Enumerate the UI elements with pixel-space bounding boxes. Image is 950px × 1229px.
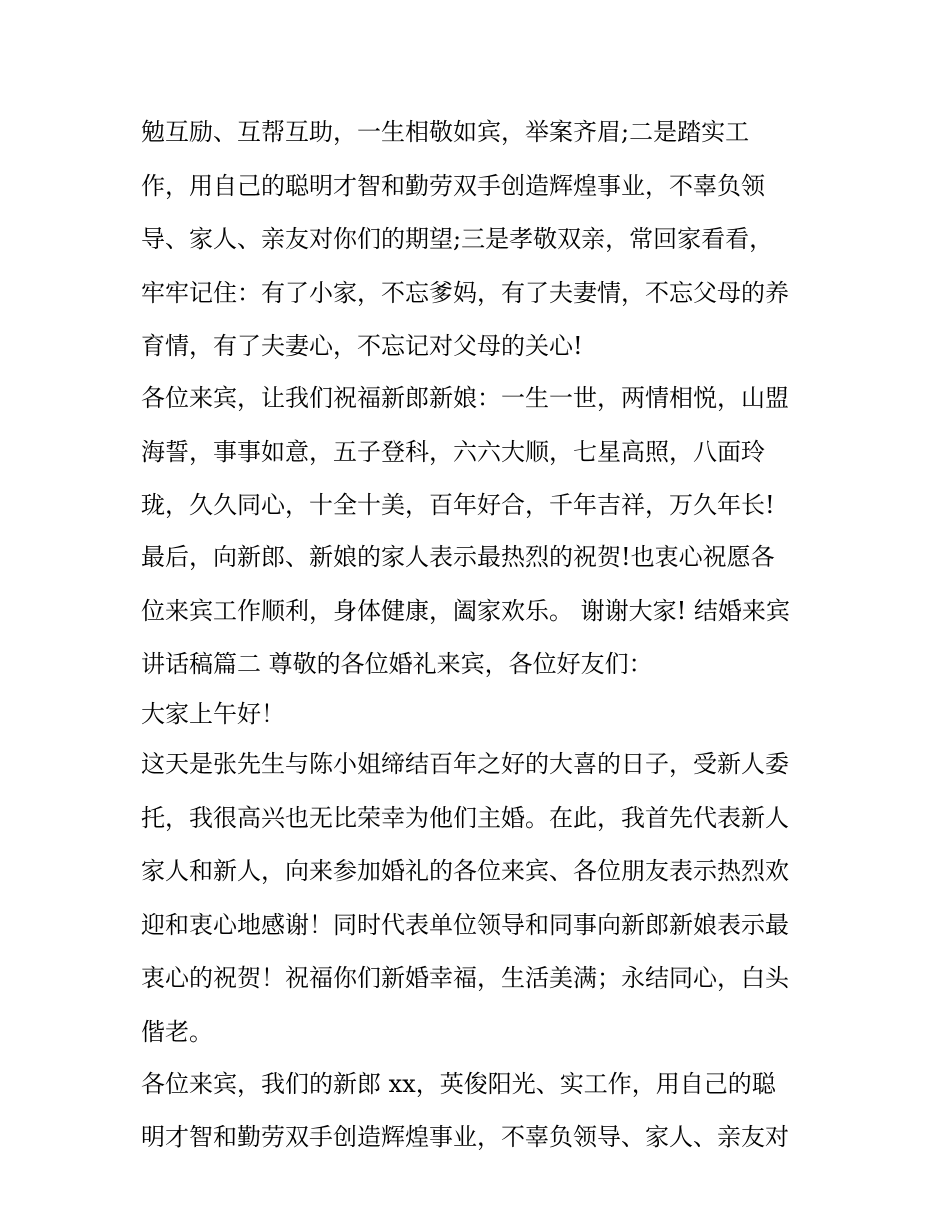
text-line: 各位来宾，我们的新郎 xx，英俊阳光、实工作，用自己的聪: [141, 1069, 776, 1098]
text-line: 位来宾工作顺利，身体健康，阖家欢乐。 谢谢大家! 结婚来宾: [141, 596, 790, 625]
text-line: 这天是张先生与陈小姐缔结百年之好的大喜的日子，受新人委: [141, 750, 789, 778]
text-line: 衷心的祝贺！祝福你们新婚幸福，生活美满；永结同心，白头: [141, 964, 789, 992]
text-line: 各位来宾，让我们祝福新郎新娘：一生一世，两情相悦，山盟: [141, 384, 789, 412]
text-line: 托，我很高兴也无比荣幸为他们主婚。在此，我首先代表新人: [141, 803, 789, 832]
text-line: 大家上午好！: [141, 700, 285, 728]
text-line: 海誓，事事如意，五子登科，六六大顺，七星高照，八面玲: [141, 437, 765, 466]
text-line: 家人和新人，向来参加婚礼的各位来宾、各位朋友表示热烈欢: [141, 857, 789, 885]
text-line: 讲话稿篇二 尊敬的各位婚礼来宾，各位好友们：: [141, 650, 653, 678]
text-line: 迎和衷心地感谢！同时代表单位领导和同事向新郎新娘表示最: [141, 910, 789, 939]
text-line: 最后，向新郎、新娘的家人表示最热烈的祝贺!也衷心祝愿各: [141, 543, 775, 571]
text-line: 勉互励、互帮互助，一生相敬如宾，举案齐眉;二是踏实工: [141, 118, 750, 146]
text-line: 作，用自己的聪明才智和勤劳双手创造辉煌事业，不辜负领: [141, 171, 765, 200]
text-line: 明才智和勤劳双手创造辉煌事业，不辜负领导、家人、亲友对: [141, 1123, 789, 1151]
text-line: 珑，久久同心，十全十美，百年好合，千年吉祥，万久年长!: [141, 491, 775, 519]
text-line: 偕老。: [141, 1017, 213, 1046]
text-line: 导、家人、亲友对你们的期望;三是孝敬双亲，常回家看看，: [141, 225, 774, 253]
document-body: [141, 113, 821, 1156]
text-line: 牢牢记住：有了小家，不忘爹妈，有了夫妻情，不忘父母的养: [141, 278, 789, 307]
text-line: 育情，有了夫妻心，不忘记对父母的关心!: [141, 332, 583, 360]
